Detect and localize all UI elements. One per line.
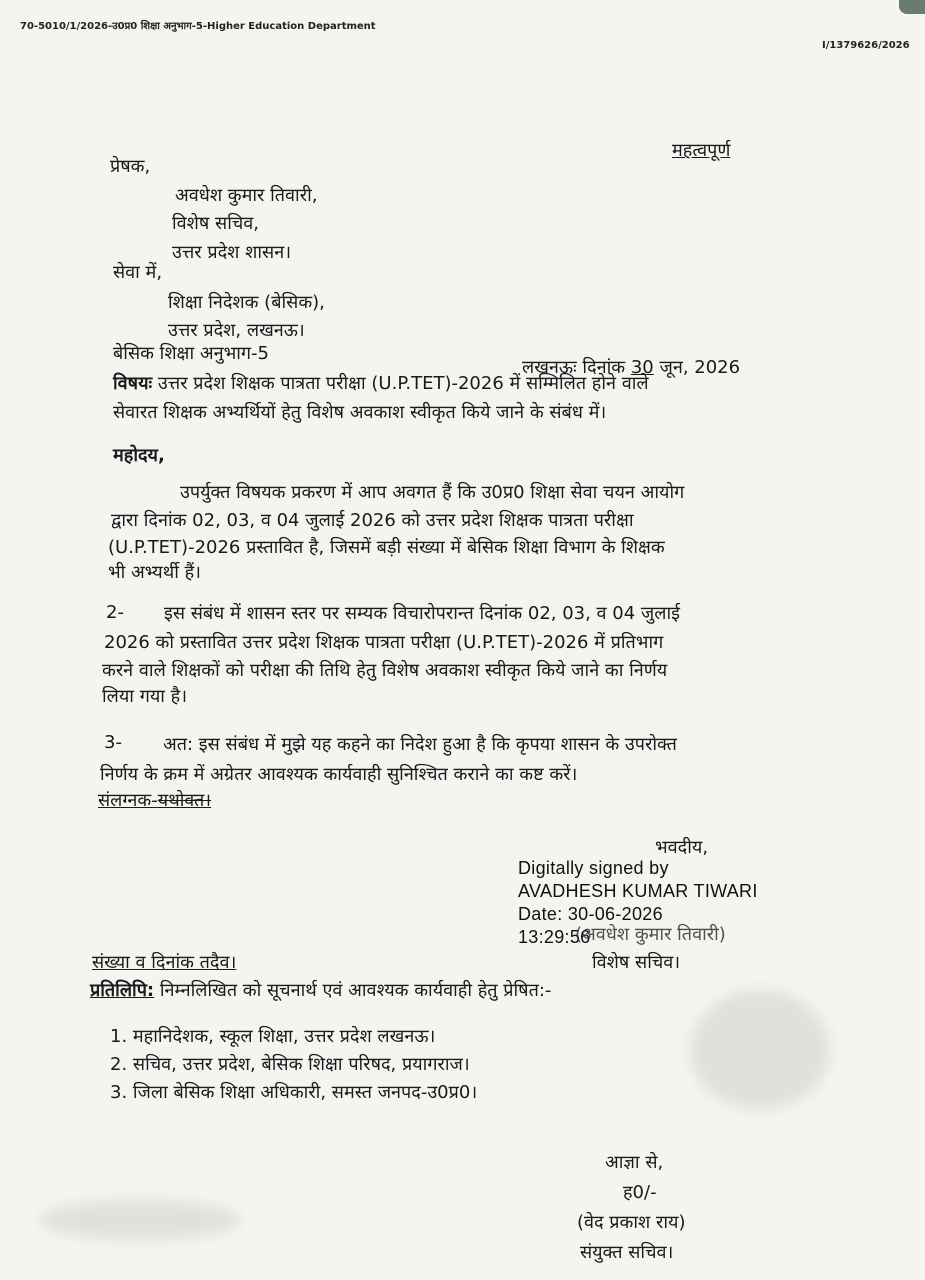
recipient-label: सेवा में, [113, 262, 163, 283]
para1-line: (U.P.TET)-2026 प्रस्तावित है, जिसमें बड़ी संख्या में बेसिक शिक्षा विभाग के शिक्षक [108, 537, 665, 558]
salutation: महोदय, [113, 445, 165, 466]
copy-line [90, 978, 551, 1004]
closing-text: भवदीय, [655, 837, 709, 858]
date-rest: जून, 2026 [659, 357, 741, 378]
date-prefix: लखनऊः दिनांक [522, 357, 626, 378]
signed-mark: ह0/- [623, 1182, 657, 1203]
digital-signature-line-3: Date: 30-06-2026 [518, 904, 663, 924]
para2-number: 2- [106, 602, 124, 623]
document-number: I/1379626/2026 [822, 40, 910, 51]
para1-line: उपर्युक्त विषयक प्रकरण में आप अवगत हैं कि उ0प्र0 शिक्षा सेवा चयन आयोग [180, 482, 685, 503]
order-line: आज्ञा से, [605, 1152, 664, 1173]
digital-signature-line-2: AVADHESH KUMAR TIWARI [518, 881, 758, 901]
scan-smudge [40, 1200, 240, 1240]
subject-line-2: सेवारत शिक्षक अभ्यर्थियों हेतु विशेष अवकाश स्वीकृत किये जाने के संबंध में। [113, 402, 607, 423]
para3-line: अत: इस संबंध में मुझे यह कहने का निदेश हुआ है कि कृपया शासन के उपरोक्त [163, 734, 677, 755]
page-corner-shadow [899, 0, 925, 14]
signatory-name: (अवधेश कुमार तिवारी) [575, 924, 726, 945]
subject-line-1 [113, 371, 649, 397]
copy-list-item: 3. जिला बेसिक शिक्षा अधिकारी, समस्त जनपद-उ0प्र0। [110, 1082, 478, 1103]
signatory-designation: विशेष सचिव। [592, 952, 681, 973]
enclosure-label: संलग्नक- [98, 790, 158, 811]
para1-line: द्वारा दिनांक 02, 03, व 04 जुलाई 2026 को उत्तर प्रदेश शिक्षक पात्रता परीक्षा [111, 510, 634, 531]
scan-smudge [690, 990, 830, 1110]
subject-label: विषयः [113, 373, 153, 394]
number-and-date: संख्या व दिनांक तदैव। [92, 952, 237, 973]
joint-secretary-name: (वेद प्रकाश राय) [577, 1212, 686, 1233]
file-reference: 70-5010/1/2026-उ0प्र0 शिक्षा अनुभाग-5-Higher Education Department [20, 21, 376, 32]
subject-text-1: उत्तर प्रदेश शिक्षक पात्रता परीक्षा (U.P.TET)-2026 में सम्मिलित होने वाले [157, 373, 649, 394]
para3-line: निर्णय के क्रम में अग्रेतर आवश्यक कार्यवाही सुनिश्चित कराने का कष्ट करें। [100, 764, 578, 785]
sender-label: प्रेषक, [110, 156, 151, 177]
important-label: महत्वपूर्ण [672, 140, 731, 161]
enclosure [98, 788, 211, 814]
sender-name: अवधेश कुमार तिवारी, [175, 185, 318, 206]
para2-line: करने वाले शिक्षकों को परीक्षा की तिथि हेतु विशेष अवकाश स्वीकृत किये जाने का निर्णय [102, 660, 668, 681]
recipient-name: शिक्षा निदेशक (बेसिक), [168, 292, 325, 313]
date-day: 30 [630, 357, 654, 378]
para1-line: भी अभ्यर्थी हैं। [108, 562, 201, 583]
section-name: बेसिक शिक्षा अनुभाग-5 [113, 343, 269, 364]
digital-signature-line-4: 13:29:56 [518, 927, 591, 947]
sender-office: उत्तर प्रदेश शासन। [172, 242, 292, 263]
copy-intro: निम्नलिखित को सूचनार्थ एवं आवश्यक कार्यवाही हेतु प्रेषित:- [159, 980, 552, 1001]
enclosure-struck: यथोक्त। [157, 790, 212, 811]
copy-list-item: 2. सचिव, उत्तर प्रदेश, बेसिक शिक्षा परिषद, प्रयागराज। [110, 1054, 470, 1075]
para2-line: 2026 को प्रस्तावित उत्तर प्रदेश शिक्षक पात्रता परीक्षा (U.P.TET)-2026 में प्रतिभाग [104, 632, 664, 653]
digital-signature-line-1: Digitally signed by [518, 858, 669, 878]
joint-secretary-designation: संयुक्त सचिव। [580, 1242, 674, 1263]
para3-number: 3- [104, 732, 122, 753]
para2-line: इस संबंध में शासन स्तर पर सम्यक विचारोपरान्त दिनांक 02, 03, व 04 जुलाई [164, 603, 680, 624]
sender-designation: विशेष सचिव, [172, 213, 260, 234]
para2-line: लिया गया है। [102, 686, 188, 707]
copy-list-item: 1. महानिदेशक, स्कूल शिक्षा, उत्तर प्रदेश लखनऊ। [110, 1026, 436, 1047]
recipient-location: उत्तर प्रदेश, लखनऊ। [168, 320, 305, 341]
copy-label: प्रतिलिपि: [90, 980, 155, 1001]
